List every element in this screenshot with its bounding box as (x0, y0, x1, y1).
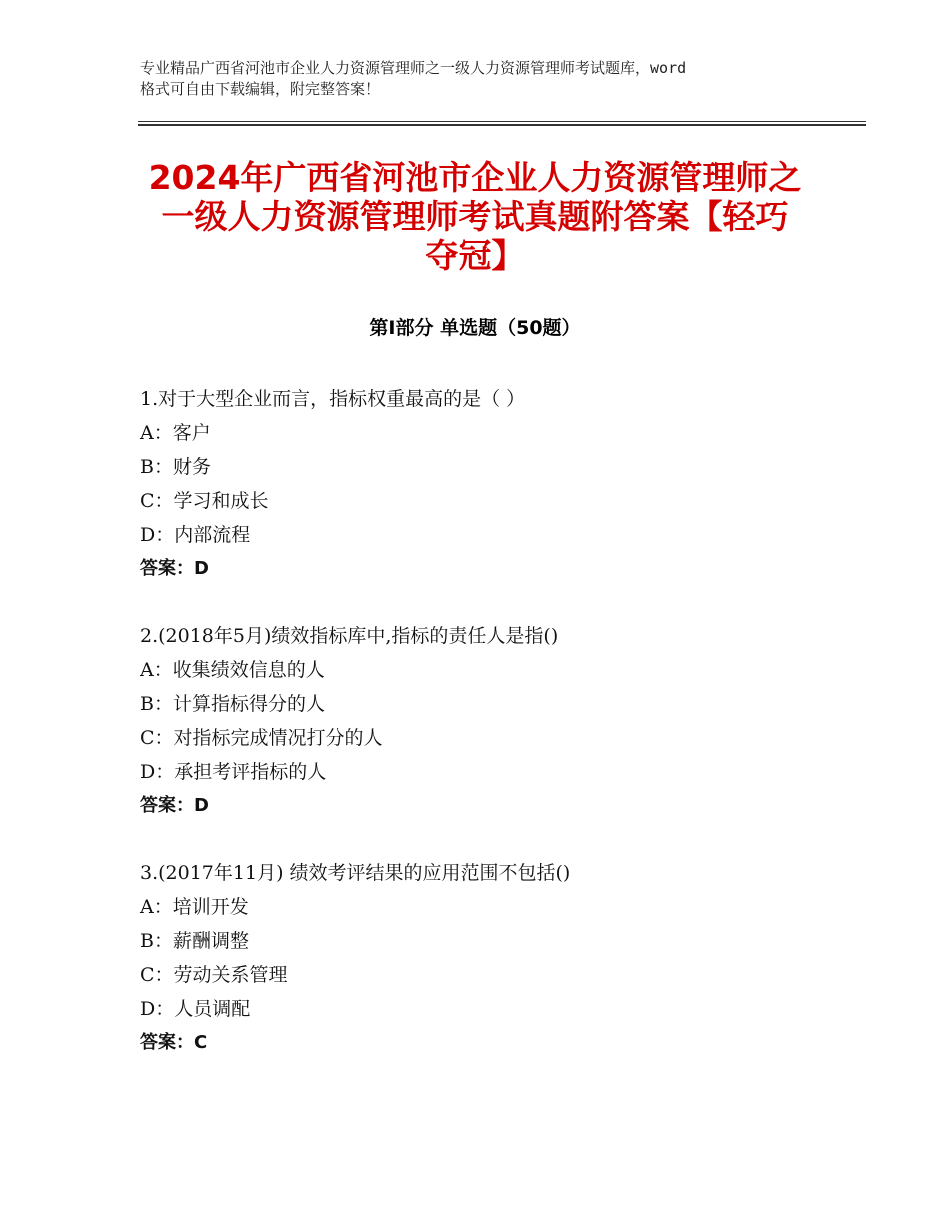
title-line: 2024年广西省河池市企业人力资源管理师之 (148, 158, 802, 197)
document-title (120, 158, 830, 275)
option-d: D：人员调配 (140, 998, 251, 1020)
option-a: A：培训开发 (140, 896, 249, 918)
header-note (140, 58, 840, 100)
answer-line: 答案：C (140, 1032, 208, 1053)
question-item (140, 619, 860, 823)
option-b: B：计算指标得分的人 (140, 693, 325, 715)
question-stem: 3.(2017年11月) 绩效考评结果的应用范围不包括() (140, 862, 571, 884)
option-c: C：劳动关系管理 (140, 964, 288, 986)
header-divider (138, 121, 866, 126)
option-d: D：内部流程 (140, 524, 251, 546)
section-title: 第Ⅰ部分 单选题（50题） (369, 317, 581, 339)
option-c: C：对指标完成情况打分的人 (140, 727, 383, 749)
header-note-line: 格式可自由下载编辑，附完整答案！ (140, 80, 381, 98)
question-stem: 1.对于大型企业而言，指标权重最高的是（ ） (140, 388, 526, 410)
header-note-line: 专业精品广西省河池市企业人力资源管理师之一级人力资源管理师考试题库，word (140, 59, 687, 77)
option-d: D：承担考评指标的人 (140, 761, 327, 783)
question-item (140, 856, 860, 1060)
option-a: A：收集绩效信息的人 (140, 659, 325, 681)
option-b: B：薪酬调整 (140, 930, 249, 952)
option-b: B：财务 (140, 456, 211, 478)
option-a: A：客户 (140, 422, 211, 444)
question-stem: 2.(2018年5月)绩效指标库中,指标的责任人是指() (140, 625, 559, 647)
title-line: 一级人力资源管理师考试真题附答案【轻巧 (161, 197, 789, 236)
divider-thin-line (138, 121, 866, 122)
title-line: 夺冠】 (425, 236, 525, 275)
question-list (140, 382, 860, 1093)
option-c: C：学习和成长 (140, 490, 269, 512)
answer-line: 答案：D (140, 558, 209, 579)
answer-line: 答案：D (140, 795, 209, 816)
divider-thick-line (138, 124, 866, 126)
question-item (140, 382, 860, 586)
